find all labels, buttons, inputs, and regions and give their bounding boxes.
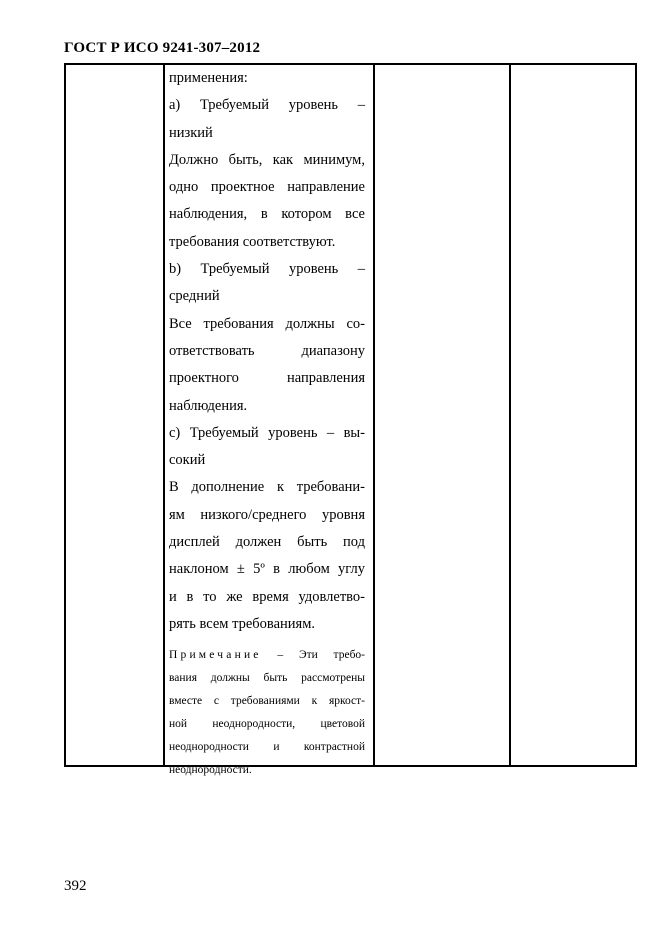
cell-line: ям низкого/среднего уровня <box>169 506 365 523</box>
cell-line: и в то же время удовлетво- <box>169 588 365 605</box>
cell-line: b) Требуемый уровень – <box>169 261 365 278</box>
cell-line: наблюдения, в котором все <box>169 206 365 223</box>
cell-line: ответствовать диапазону <box>169 342 365 359</box>
cell-line: наклоном ± 5º в любом углу <box>169 561 365 578</box>
cell-line: проектного направления <box>169 370 365 387</box>
cell-line: В дополнение к требовани- <box>169 479 365 496</box>
table-column-divider <box>509 65 511 765</box>
requirements-table <box>64 63 637 777</box>
cell-line: низкий <box>169 124 213 141</box>
cell-line: a) Требуемый уровень – <box>169 97 365 114</box>
note-label: Примечание <box>169 649 262 662</box>
cell-line: средний <box>169 288 220 305</box>
cell-line: одно проектное направление <box>169 179 365 196</box>
note-line: вместе с требованиями к яркост- <box>169 695 365 708</box>
page-number: 392 <box>64 878 87 894</box>
cell-line: Должно быть, как минимум, <box>169 151 365 168</box>
cell-line: наблюдения. <box>169 397 248 414</box>
cell-line: дисплей должен быть под <box>169 534 365 551</box>
cell-line: c) Требуемый уровень – вы- <box>169 424 365 441</box>
requirement-cell <box>169 65 365 782</box>
document-header: ГОСТ Р ИСО 9241-307–2012 <box>64 40 261 56</box>
cell-line: Все требования должны со- <box>169 315 365 332</box>
cell-line: сокий <box>169 452 206 469</box>
cell-line: применения: <box>169 70 248 86</box>
note-first-line <box>169 644 365 667</box>
note-line: неоднородности. <box>169 764 252 777</box>
cell-line: требования соответствуют. <box>169 233 336 250</box>
table-note <box>169 644 365 782</box>
cell-line: рять всем требованиям. <box>169 615 316 632</box>
note-line: неоднородности и контрастной <box>169 741 365 754</box>
table-column-divider <box>163 65 165 765</box>
note-line: вания должны быть рассмотрены <box>169 672 365 685</box>
note-line: ной неоднородности, цветовой <box>169 718 365 731</box>
note-first-line-rest: – Эти требо- <box>277 649 365 662</box>
table-column-divider <box>373 65 375 765</box>
